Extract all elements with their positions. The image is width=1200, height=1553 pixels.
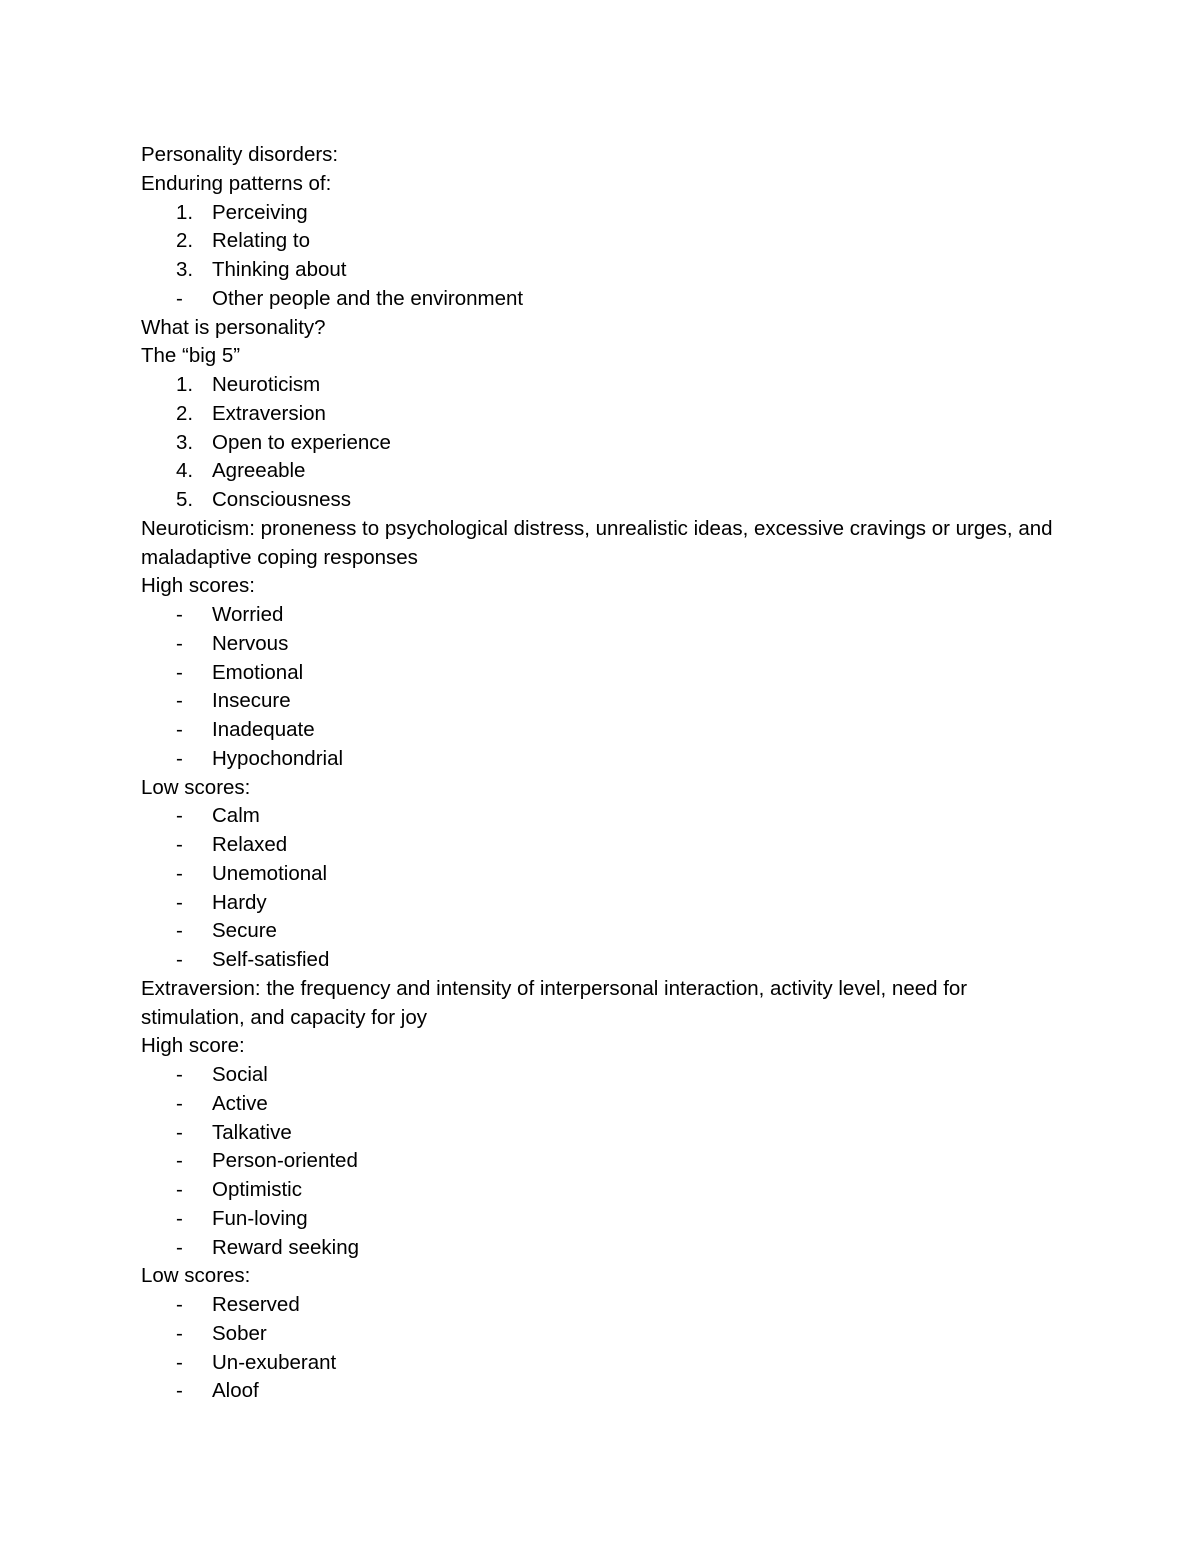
list-item-text: Open to experience [212, 430, 391, 454]
list-item-text: Talkative [212, 1120, 292, 1144]
list-item-text: Relating to [212, 229, 311, 253]
list-item-text: Thinking about [212, 258, 347, 281]
list-item [141, 860, 1061, 889]
list-marker: - [176, 286, 183, 310]
list-item [141, 802, 1061, 831]
list-item-text: Inadequate [212, 718, 315, 741]
list-item-text: Hypochondrial [212, 746, 344, 770]
list-item [141, 1349, 1061, 1378]
big5-heading: The “big 5” [141, 344, 241, 368]
list-item-text: Hardy [212, 890, 267, 914]
list-item [141, 429, 1061, 458]
list-marker: - [176, 1235, 183, 1259]
list-marker: 1. [176, 373, 194, 396]
list-item [141, 285, 1061, 314]
list-item [141, 486, 1061, 515]
list-item [141, 1205, 1061, 1234]
list-marker: - [176, 919, 183, 943]
list-marker: 5. [176, 488, 194, 511]
personality-question: What is personality? [141, 315, 326, 339]
list-item-text: Calm [212, 804, 260, 828]
big5-list [141, 371, 1061, 515]
list-item [141, 227, 1061, 256]
list-item-text: Other people and the environment [212, 286, 524, 310]
list-item [141, 1377, 1061, 1406]
list-marker: - [176, 1091, 183, 1115]
extraversion-high-list [141, 1061, 1061, 1262]
list-item [141, 659, 1061, 688]
list-item [141, 457, 1061, 486]
list-item [141, 917, 1061, 946]
list-item-text: Optimistic [212, 1178, 302, 1201]
list-marker: - [176, 1178, 183, 1201]
list-item-text: Nervous [212, 631, 289, 655]
list-marker: - [176, 833, 183, 856]
list-marker: - [176, 948, 183, 971]
list-item [141, 1176, 1061, 1205]
list-item [141, 1234, 1061, 1263]
list-item-text: Secure [212, 919, 277, 943]
list-item-text: Reward seeking [212, 1235, 359, 1259]
list-item-text: Person-oriented [212, 1149, 358, 1173]
list-marker: - [176, 1206, 183, 1230]
list-marker: 2. [176, 401, 194, 425]
neuroticism-low-heading: Low scores: [141, 775, 251, 799]
document-body [141, 141, 1061, 1406]
list-marker: - [176, 718, 183, 741]
list-marker: - [176, 1063, 183, 1086]
list-marker: - [176, 631, 183, 655]
list-item [141, 371, 1061, 400]
extraversion-definition: Extraversion: the frequency and intensity of interpersonal interaction, activity level, need for stimulation, and capacity for joy [141, 976, 968, 1029]
list-item-text: Extraversion [212, 401, 326, 425]
neuroticism-low-list [141, 802, 1061, 975]
list-item [141, 1061, 1061, 1090]
list-item [141, 889, 1061, 918]
list-marker: 1. [176, 200, 194, 224]
list-item-text: Agreeable [212, 459, 306, 483]
list-marker: - [176, 689, 183, 713]
list-item-text: Relaxed [212, 833, 288, 856]
list-item-text: Aloof [212, 1379, 259, 1403]
list-item-text: Self-satisfied [212, 948, 330, 971]
list-marker: 3. [176, 430, 194, 454]
neuroticism-high-heading: High scores: [141, 574, 255, 598]
list-item-text: Consciousness [212, 488, 352, 511]
list-marker: - [176, 1379, 183, 1403]
list-item [141, 1147, 1061, 1176]
list-item [141, 400, 1061, 429]
list-item [141, 687, 1061, 716]
list-marker: - [176, 890, 183, 914]
patterns-list [141, 199, 1061, 314]
list-item [141, 630, 1061, 659]
list-item [141, 256, 1061, 285]
neuroticism-high-list [141, 601, 1061, 774]
list-item-text: Sober [212, 1321, 267, 1345]
list-marker: 2. [176, 229, 194, 253]
list-marker: - [176, 1293, 183, 1316]
list-marker: - [176, 1350, 183, 1374]
list-marker: 3. [176, 258, 194, 281]
list-item [141, 1291, 1061, 1320]
list-marker: - [176, 603, 183, 626]
list-marker: - [176, 804, 183, 828]
list-item-text: Neuroticism [212, 373, 321, 396]
list-item [141, 1119, 1061, 1148]
list-item-text: Worried [212, 603, 284, 626]
list-item [141, 745, 1061, 774]
list-item-text: Fun-loving [212, 1206, 308, 1230]
list-marker: 4. [176, 459, 194, 483]
list-item-text: Perceiving [212, 200, 308, 224]
list-item-text: Active [212, 1091, 268, 1115]
list-item [141, 831, 1061, 860]
list-marker: - [176, 1321, 183, 1345]
list-item [141, 716, 1061, 745]
list-item [141, 1320, 1061, 1349]
list-item [141, 601, 1061, 630]
extraversion-low-list [141, 1291, 1061, 1406]
list-marker: - [176, 1120, 183, 1144]
patterns-intro: Enduring patterns of: [141, 171, 332, 195]
list-item-text: Reserved [212, 1293, 300, 1316]
list-marker: - [176, 660, 183, 684]
list-marker: - [176, 746, 183, 770]
list-item-text: Un-exuberant [212, 1350, 337, 1374]
list-item [141, 199, 1061, 228]
list-marker: - [176, 861, 183, 885]
neuroticism-definition: Neuroticism: proneness to psychological distress, unrealistic ideas, excessive cravings or urges, and maladaptive coping responses [141, 516, 1053, 569]
extraversion-low-heading: Low scores: [141, 1264, 251, 1288]
list-marker: - [176, 1149, 183, 1173]
list-item-text: Insecure [212, 689, 291, 713]
extraversion-high-heading: High score: [141, 1034, 245, 1058]
document-title: Personality disorders: [141, 143, 339, 166]
list-item-text: Social [212, 1063, 268, 1086]
list-item-text: Unemotional [212, 861, 328, 885]
list-item [141, 1090, 1061, 1119]
list-item [141, 946, 1061, 975]
list-item-text: Emotional [212, 660, 304, 684]
